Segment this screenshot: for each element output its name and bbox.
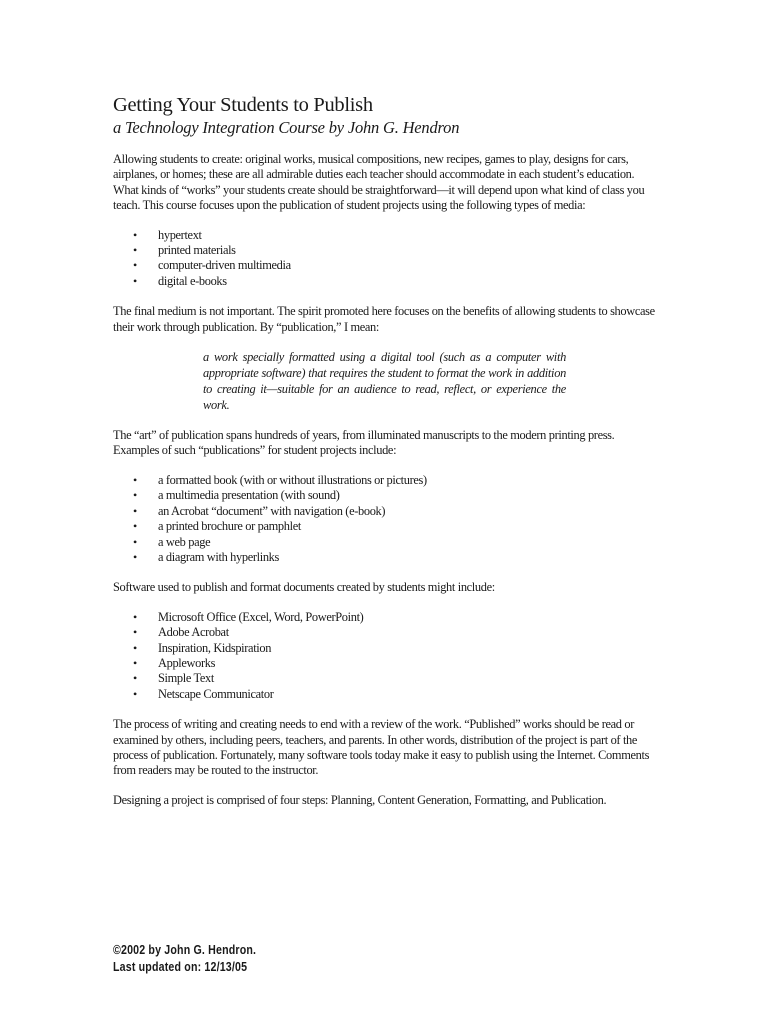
list-item: • a diagram with hyperlinks [133, 549, 279, 564]
bullet-icon: • [133, 686, 137, 701]
art-of-publication-paragraph: The “art” of publication spans hundreds of years, from illuminated manuscripts to the modern printing press. Examples of such “publications” for student projects include: [113, 428, 615, 458]
bullet-icon: • [133, 227, 137, 242]
list-item: • hypertext [133, 227, 202, 242]
list-item: • a formatted book (with or without illustrations or pictures) [133, 472, 427, 487]
copyright-text: ©2002 by John G. Hendron. [113, 943, 257, 957]
list-item: • Simple Text [133, 671, 214, 686]
list-item: • an Acrobat “document” with navigation (e-book) [133, 503, 386, 518]
media-list [113, 228, 658, 290]
list-item: • Appleworks [133, 655, 216, 670]
software-intro-paragraph: Software used to publish and format documents created by students might include: [113, 580, 495, 595]
bullet-icon: • [133, 472, 137, 487]
document-page [113, 92, 658, 808]
bullet-icon: • [133, 243, 137, 258]
list-item: • Microsoft Office (Excel, Word, PowerPoint) [133, 609, 364, 624]
document-footer [113, 942, 256, 976]
list-item: • printed materials [133, 243, 236, 258]
bullet-icon: • [133, 671, 137, 686]
bullet-icon: • [133, 258, 137, 273]
document-subtitle: a Technology Integration Course by John G. Hendron [113, 118, 460, 137]
intro-paragraph: Allowing students to create: original works, musical compositions, new recipes, games to play, designs for cars, airplanes, or homes; these are all admirable duties each teacher should accommodate in each student’s education. What kinds of “works” your students create should be straightforward—it will depend upon what kind of class you teach. This course focuses upon the publication of student projects using the following types of media: [113, 152, 645, 213]
list-item: • digital e-books [133, 273, 227, 288]
bullet-icon: • [133, 655, 137, 670]
document-title: Getting Your Students to Publish [113, 94, 373, 116]
last-updated-text: Last updated on: 12/13/05 [113, 960, 248, 974]
steps-paragraph: Designing a project is comprised of four steps: Planning, Content Generation, Formatting, and Publication. [113, 792, 607, 807]
list-item: • a web page [133, 534, 211, 549]
bullet-icon: • [133, 534, 137, 549]
list-item: • a printed brochure or pamphlet [133, 519, 301, 534]
process-paragraph: The process of writing and creating needs to end with a review of the work. “Published” works should be read or examined by others, including peers, teachers, and parents. In other words, distribution of the project is part of the process of publication. Fortunately, many software tools today make it easy to publish using the Internet. Comments from readers may be routed to the instructor. [113, 717, 650, 778]
list-item: • a multimedia presentation (with sound) [133, 488, 340, 503]
examples-list [113, 473, 658, 565]
bullet-icon: • [133, 503, 137, 518]
bullet-icon: • [133, 519, 137, 534]
list-item: • computer-driven multimedia [133, 258, 291, 273]
bullet-icon: • [133, 609, 137, 624]
bullet-icon: • [133, 273, 137, 288]
final-medium-paragraph: The final medium is not important. The spirit promoted here focuses on the benefits of allowing students to showcase their work through publication. By “publication,” I mean: [113, 304, 655, 334]
bullet-icon: • [133, 625, 137, 640]
bullet-icon: • [133, 549, 137, 564]
list-item: • Netscape Communicator [133, 686, 274, 701]
list-item: • Inspiration, Kidspiration [133, 640, 272, 655]
bullet-icon: • [133, 488, 137, 503]
bullet-icon: • [133, 640, 137, 655]
software-list [113, 610, 658, 702]
definition-quote: a work specially formatted using a digital tool (such as a computer with appropriate software) that requires the student to format the work in addition to creating it—suitable for an audience to read, reflect, or experience the work. [203, 350, 566, 413]
list-item: • Adobe Acrobat [133, 625, 229, 640]
